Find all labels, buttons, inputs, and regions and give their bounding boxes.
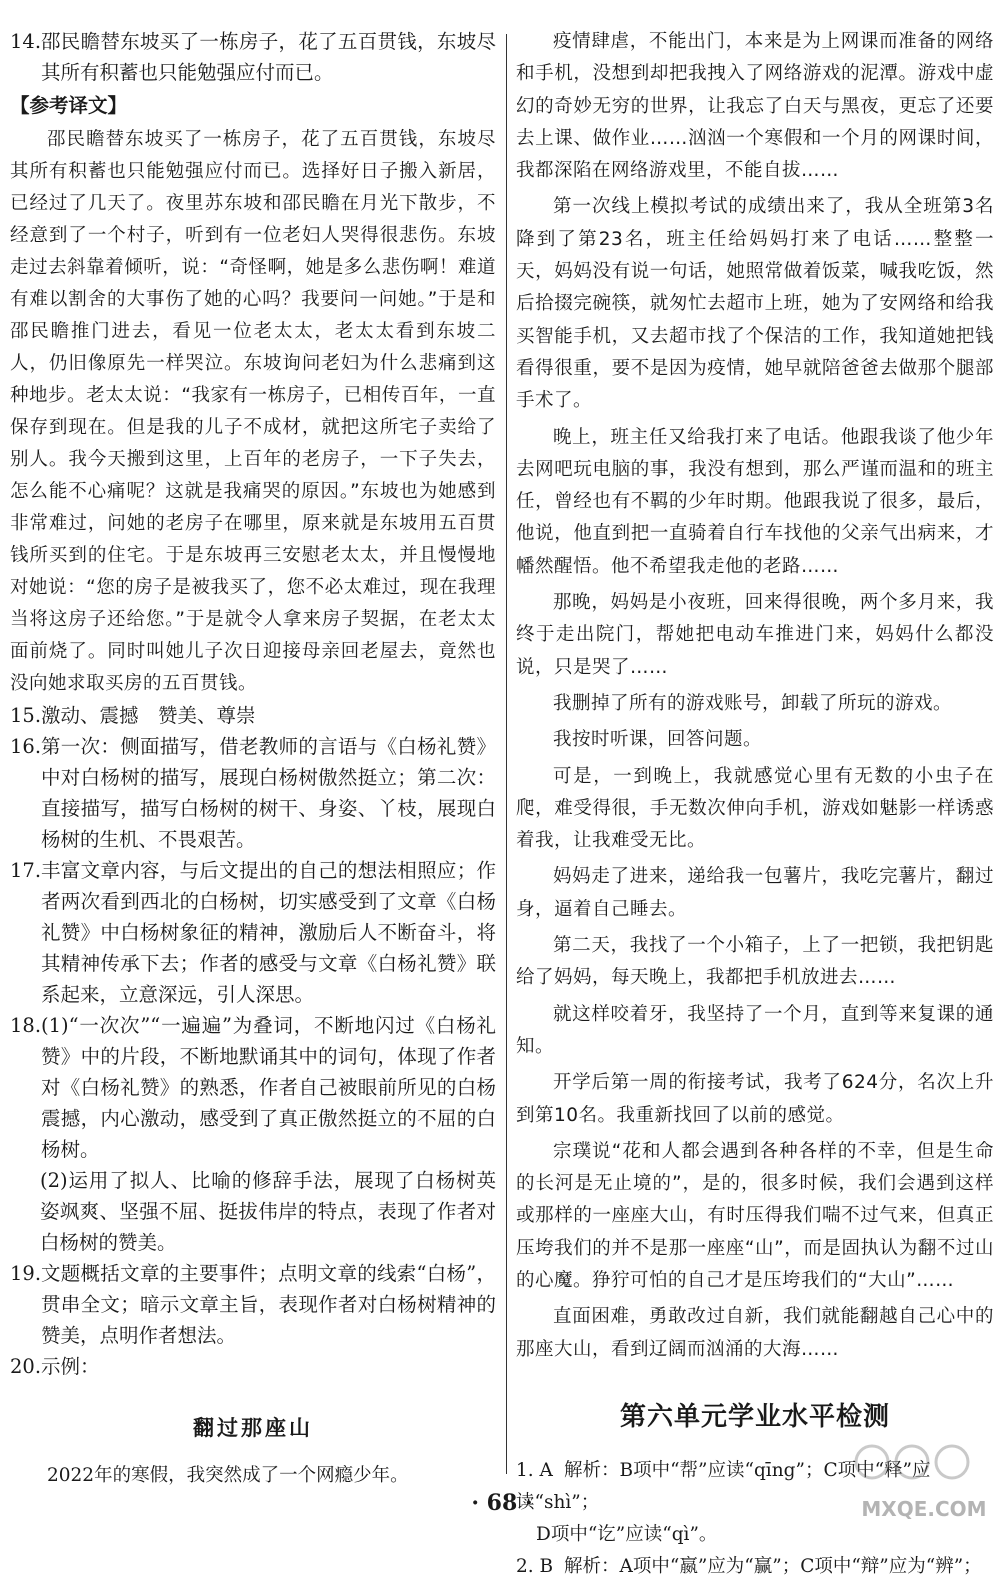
essay-paragraph: 2022年的寒假，我突然成了一个网瘾少年。 bbox=[47, 1465, 409, 1486]
essay-paragraph: 晚上，班主任又给我打来了电话。他跟我谈了他少年去网吧玩电脑的事，我没有想到，那么严谨而温和的班主任，曾经也有不羁的少年时期。他跟我说了很多，最后，他说，他直到把一直骑着自行车找他的父亲气出病来，才幡然醒悟。他不希望我走他的老路…… bbox=[516, 426, 994, 577]
page-number: · 68 · bbox=[471, 1490, 533, 1516]
reference-translation: 邵民瞻替东坡买了一栋房子，花了五百贯钱，东坡尽其所有积蓄也只能勉强应付而已。选择好日子搬入新居，已经过了几天了。夜里苏东坡和邵民瞻在月光下散步，不经意到了一个村子，听到有一位老妇人哭得很悲伤。东坡走过去斜靠着倾听，说：“奇怪啊，她是多么悲伤啊！难道有难以割舍的大事伤了她的心吗？我要问一问她。”于是和邵民瞻推门进去，看见一位老太太，老太太看到东坡二人，仍旧像原先一样哭泣。东坡询问老妇为什么悲痛到这种地步。老太太说：“我家有一栋房子，已相传百年，一直保存到现在。但是我的儿子不成材，就把这所宅子卖给了别人。我今天搬到这里，上百年的老房子，一下子失去，怎么能不心痛呢？这就是我痛哭的原因。”东坡也为她感到非常难过，问她的老房子在哪里，原来就是东坡用五百贯钱所买到的住宅。于是东坡再三安慰老太太，并且慢慢地对她说：“您的房子是被我买了，您不必太难过，现在我理当将这房子还给您。”于是就令人拿来房子契据，在老太太面前烧了。同时叫她儿子次日迎接母亲回老屋去，竟然也没向她求取买房的五百贯钱。 bbox=[10, 129, 496, 694]
answer-16: 16. 第一次：侧面描写，借老教师的言语与《白杨礼赞》中对白杨树的描写，展现白杨树傲然挺立；第二次：直接描写，描写白杨树的树干、身姿、丫枝，展现白杨树的生机、不畏艰苦。 bbox=[10, 735, 496, 851]
essay-paragraph: 可是，一到晚上，我就感觉心里有无数的小虫子在爬，难受得很，手无数次伸向手机，游戏如魅影一样诱惑着我，让我难受无比。 bbox=[516, 765, 994, 852]
watermark-circle-icon bbox=[896, 1446, 928, 1478]
essay-paragraph: 我删掉了所有的游戏账号，卸载了所玩的游戏。 bbox=[553, 692, 953, 714]
essay-paragraph: 就这样咬着牙，我坚持了一个月，直到等来复课的通知。 bbox=[516, 1003, 994, 1057]
answer-17: 17. 丰富文章内容，与后文提出的自己的想法相照应；作者两次看到西北的白杨树，切实感受到了文章《白杨礼赞》中白杨树象征的精神，激励后人不断奋斗，将其精神传承下去；作者的感受与文章《白杨礼赞》联系起来，立意深远，引人深思。 bbox=[10, 859, 496, 1006]
watermark-circle-icon bbox=[936, 1446, 968, 1478]
essay-title: 翻过那座山 bbox=[193, 1415, 313, 1440]
essay-paragraph: 直面困难，勇敢改过自新，我们就能翻越自己心中的那座大山，看到辽阔而汹涌的大海…… bbox=[516, 1306, 994, 1360]
left-column bbox=[10, 26, 496, 1492]
watermark-logo bbox=[850, 1428, 998, 1528]
essay-paragraph: 妈妈走了进来，递给我一包薯片，我吃完薯片，翻过身，逼着自己睡去。 bbox=[516, 866, 994, 920]
essay-paragraph: 开学后第一周的衔接考试，我考了624分，名次上升到第10名。我重新找回了以前的感觉。 bbox=[516, 1072, 994, 1126]
column-divider bbox=[506, 34, 507, 1474]
essay-paragraph: 疫情肆虐，不能出门，本来是为上网课而准备的网络和手机，没想到却把我拽入了网络游戏的泥潭。游戏中虚幻的奇妙无穷的世界，让我忘了白天与黑夜，更忘了还要去上课、做作业……汹汹一个寒假和一个月的网课时间，我都深陷在网络游戏里，不能自拔…… bbox=[516, 31, 994, 182]
essay-paragraph: 第一次线上模拟考试的成绩出来了，我从全班第3名降到了第23名，班主任给妈妈打来了电话……整整一天，妈妈没有说一句话，她照常做着饭菜，喊我吃饭，然后拾掇完碗筷，就匆忙去超市上班，她为了安网络和给我买智能手机，又去超市找了个保洁的工作，我知道她把钱看得很重，要不是因为疫情，她早就陪爸爸去做那个腿部手术了。 bbox=[516, 196, 994, 412]
essay-paragraph: 那晚，妈妈是小夜班，回来得很晚，两个多月来，我终于走出院门，帮她把电动车推进门来，妈妈什么都没说，只是哭了…… bbox=[516, 592, 994, 678]
unit6-answer-1-cont: D项中“讫”应读“qì”。 bbox=[536, 1523, 718, 1545]
answer-18-part2: (2)运用了拟人、比喻的修辞手法，展现了白杨树英姿飒爽、坚强不屈、挺拔伟岸的特点，表现了作者对白杨树的赞美。 bbox=[40, 1169, 496, 1254]
essay-paragraph: 宗璞说“花和人都会遇到各种各样的不幸，但是生命的长河是无止境的”，是的，很多时候，我们会遇到这样或那样的一座座大山，有时压得我们喘不过气来，但真正压垮我们的并不是那一座座“山”，而是固执认为翻不过山的心魔。狰狞可怕的自己才是压垮我们的“大山”…… bbox=[516, 1140, 994, 1291]
answer-14: 14. 邵民瞻替东坡买了一栋房子，花了五百贯钱，东坡尽其所有积蓄也只能勉强应付而已。 bbox=[10, 30, 496, 84]
watermark-circle-icon bbox=[856, 1446, 888, 1478]
essay-paragraph: 我按时听课，回答问题。 bbox=[553, 729, 763, 751]
answer-20: 20. 示例： bbox=[10, 1355, 100, 1378]
watermark-text: MXQE.COM bbox=[861, 1497, 987, 1521]
answer-19: 19. 文题概括文章的主要事件；点明文章的线索“白杨”，贯串全文；暗示文章主旨，表现作者对白杨树精神的赞美，点明作者想法。 bbox=[10, 1262, 496, 1347]
section-heading: 第六单元学业水平检测 bbox=[619, 1401, 890, 1432]
answer-18: 18. (1)“一次次”“一遍遍”为叠词，不断地闪过《白杨礼赞》中的片段，不断地默诵其中的词句，体现了作者对《白杨礼赞》的熟悉，作者自己被眼前所见的白杨震撼，内心激动，感受到了真正傲然挺立的不屈的白杨树。 bbox=[10, 1014, 496, 1161]
essay-paragraph: 第二天，我找了一个小箱子，上了一把锁，我把钥匙给了妈妈，每天晚上，我都把手机放进去…… bbox=[516, 935, 994, 989]
reference-translation-label: 【参考译文】 bbox=[10, 94, 128, 117]
unit6-answer-1: 1. A 解析：B项中“帮”应读“qīng”；C项中“释”应读“shì”； bbox=[516, 1459, 931, 1513]
unit6-answer-2: 2. B 解析：A项中“嬴”应为“赢”；C项中“辩”应为“辨”； bbox=[516, 1555, 982, 1577]
answer-15: 15. 激动、震撼 赞美、尊崇 bbox=[10, 704, 256, 727]
right-column bbox=[516, 26, 994, 1583]
